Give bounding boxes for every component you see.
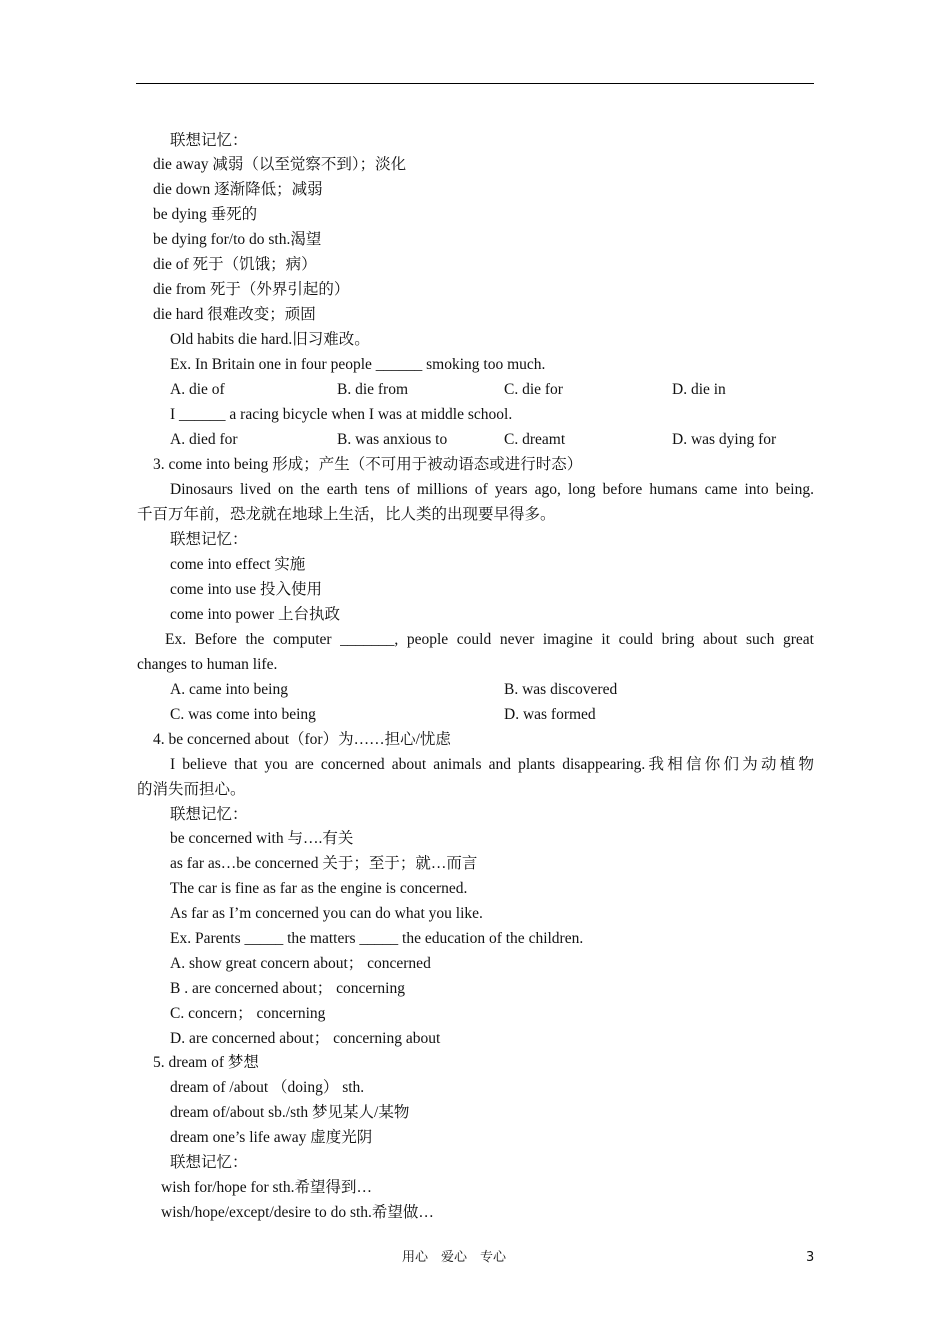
section-heading: 5. dream of 梦想 <box>153 1054 259 1071</box>
section-heading: 3. come into being 形成；产生（不可用于被动语态或进行时态） <box>153 456 583 473</box>
option-c: C. dreamt <box>504 431 566 448</box>
memory-heading: 联想记忆： <box>170 1154 248 1171</box>
option-b: B . are concerned about； concerning <box>170 980 405 997</box>
example-sentence: Old habits die hard.旧习难改。 <box>170 331 370 348</box>
header-rule <box>136 83 814 84</box>
phrase-line: die down 逐渐降低；减弱 <box>153 181 323 198</box>
translation-line: 的消失而担心。 <box>137 781 246 798</box>
example-sentence: I believe that you are concerned about animals and plants disappearing.我相信你们为动植物 <box>170 756 814 773</box>
phrase-line: dream one’s life away 虚度光阴 <box>170 1129 373 1146</box>
translation-line: 千百万年前，恐龙就在地球上生活，比人类的出现要早得多。 <box>137 506 556 523</box>
phrase-line: be concerned with 与….有关 <box>170 830 354 847</box>
option-b: B. was discovered <box>504 681 618 698</box>
footer-motto: 用心 爱心 专心 <box>402 1250 507 1265</box>
phrase-line: as far as…be concerned 关于；至于；就…而言 <box>170 855 478 872</box>
option-a: A. came into being <box>170 681 288 698</box>
exercise-question: Ex. Parents _____ the matters _____ the education of the children. <box>170 930 584 947</box>
section-heading: 4. be concerned about（for）为……担心/忧虑 <box>153 731 451 748</box>
option-c: C. concern； concerning <box>170 1005 326 1022</box>
phrase-line: wish for/hope for sth.希望得到… <box>161 1179 372 1196</box>
option-d: D. was formed <box>504 706 596 723</box>
page-number: 3 <box>806 1250 815 1265</box>
exercise-question: Ex. In Britain one in four people ______ smoking too much. <box>170 356 546 373</box>
example-sentence: Dinosaurs lived on the earth tens of millions of years ago, long before humans came into being. <box>170 481 814 498</box>
option-c: C. die for <box>504 381 563 398</box>
option-b: B. was anxious to <box>337 431 448 448</box>
memory-heading: 联想记忆： <box>170 132 248 149</box>
option-d: D. die in <box>672 381 726 398</box>
phrase-line: come into effect 实施 <box>170 556 306 573</box>
phrase-line: be dying 垂死的 <box>153 206 258 223</box>
phrase-line: die away 减弱（以至觉察不到）；淡化 <box>153 156 407 173</box>
memory-heading: 联想记忆： <box>170 806 248 823</box>
phrase-line: die from 死于（外界引起的） <box>153 281 350 298</box>
option-a: A. show great concern about； concerned <box>170 955 431 972</box>
phrase-line: dream of/about sb./sth 梦见某人/某物 <box>170 1104 410 1121</box>
exercise-question-cont: changes to human life. <box>137 656 278 673</box>
phrase-line: come into use 投入使用 <box>170 581 322 598</box>
option-c: C. was come into being <box>170 706 316 723</box>
option-d: D. was dying for <box>672 431 777 448</box>
option-a: A. die of <box>170 381 225 398</box>
example-sentence: As far as I’m concerned you can do what you like. <box>170 905 483 922</box>
option-a: A. died for <box>170 431 238 448</box>
phrase-line: be dying for/to do sth.渴望 <box>153 231 322 248</box>
example-sentence: The car is fine as far as the engine is concerned. <box>170 880 468 897</box>
exercise-question: Ex. Before the computer _______, people could never imagine it could bring about such great <box>165 631 814 648</box>
exercise-question: I ______ a racing bicycle when I was at middle school. <box>170 406 513 423</box>
phrase-line: come into power 上台执政 <box>170 606 341 623</box>
phrase-line: die of 死于（饥饿；病） <box>153 256 317 273</box>
option-b: B. die from <box>337 381 409 398</box>
memory-heading: 联想记忆： <box>170 531 248 548</box>
option-d: D. are concerned about； concerning about <box>170 1030 441 1047</box>
phrase-line: die hard 很难改变；顽固 <box>153 306 316 323</box>
phrase-line: dream of /about （doing） sth. <box>170 1079 365 1096</box>
phrase-line: wish/hope/except/desire to do sth.希望做… <box>161 1204 434 1221</box>
